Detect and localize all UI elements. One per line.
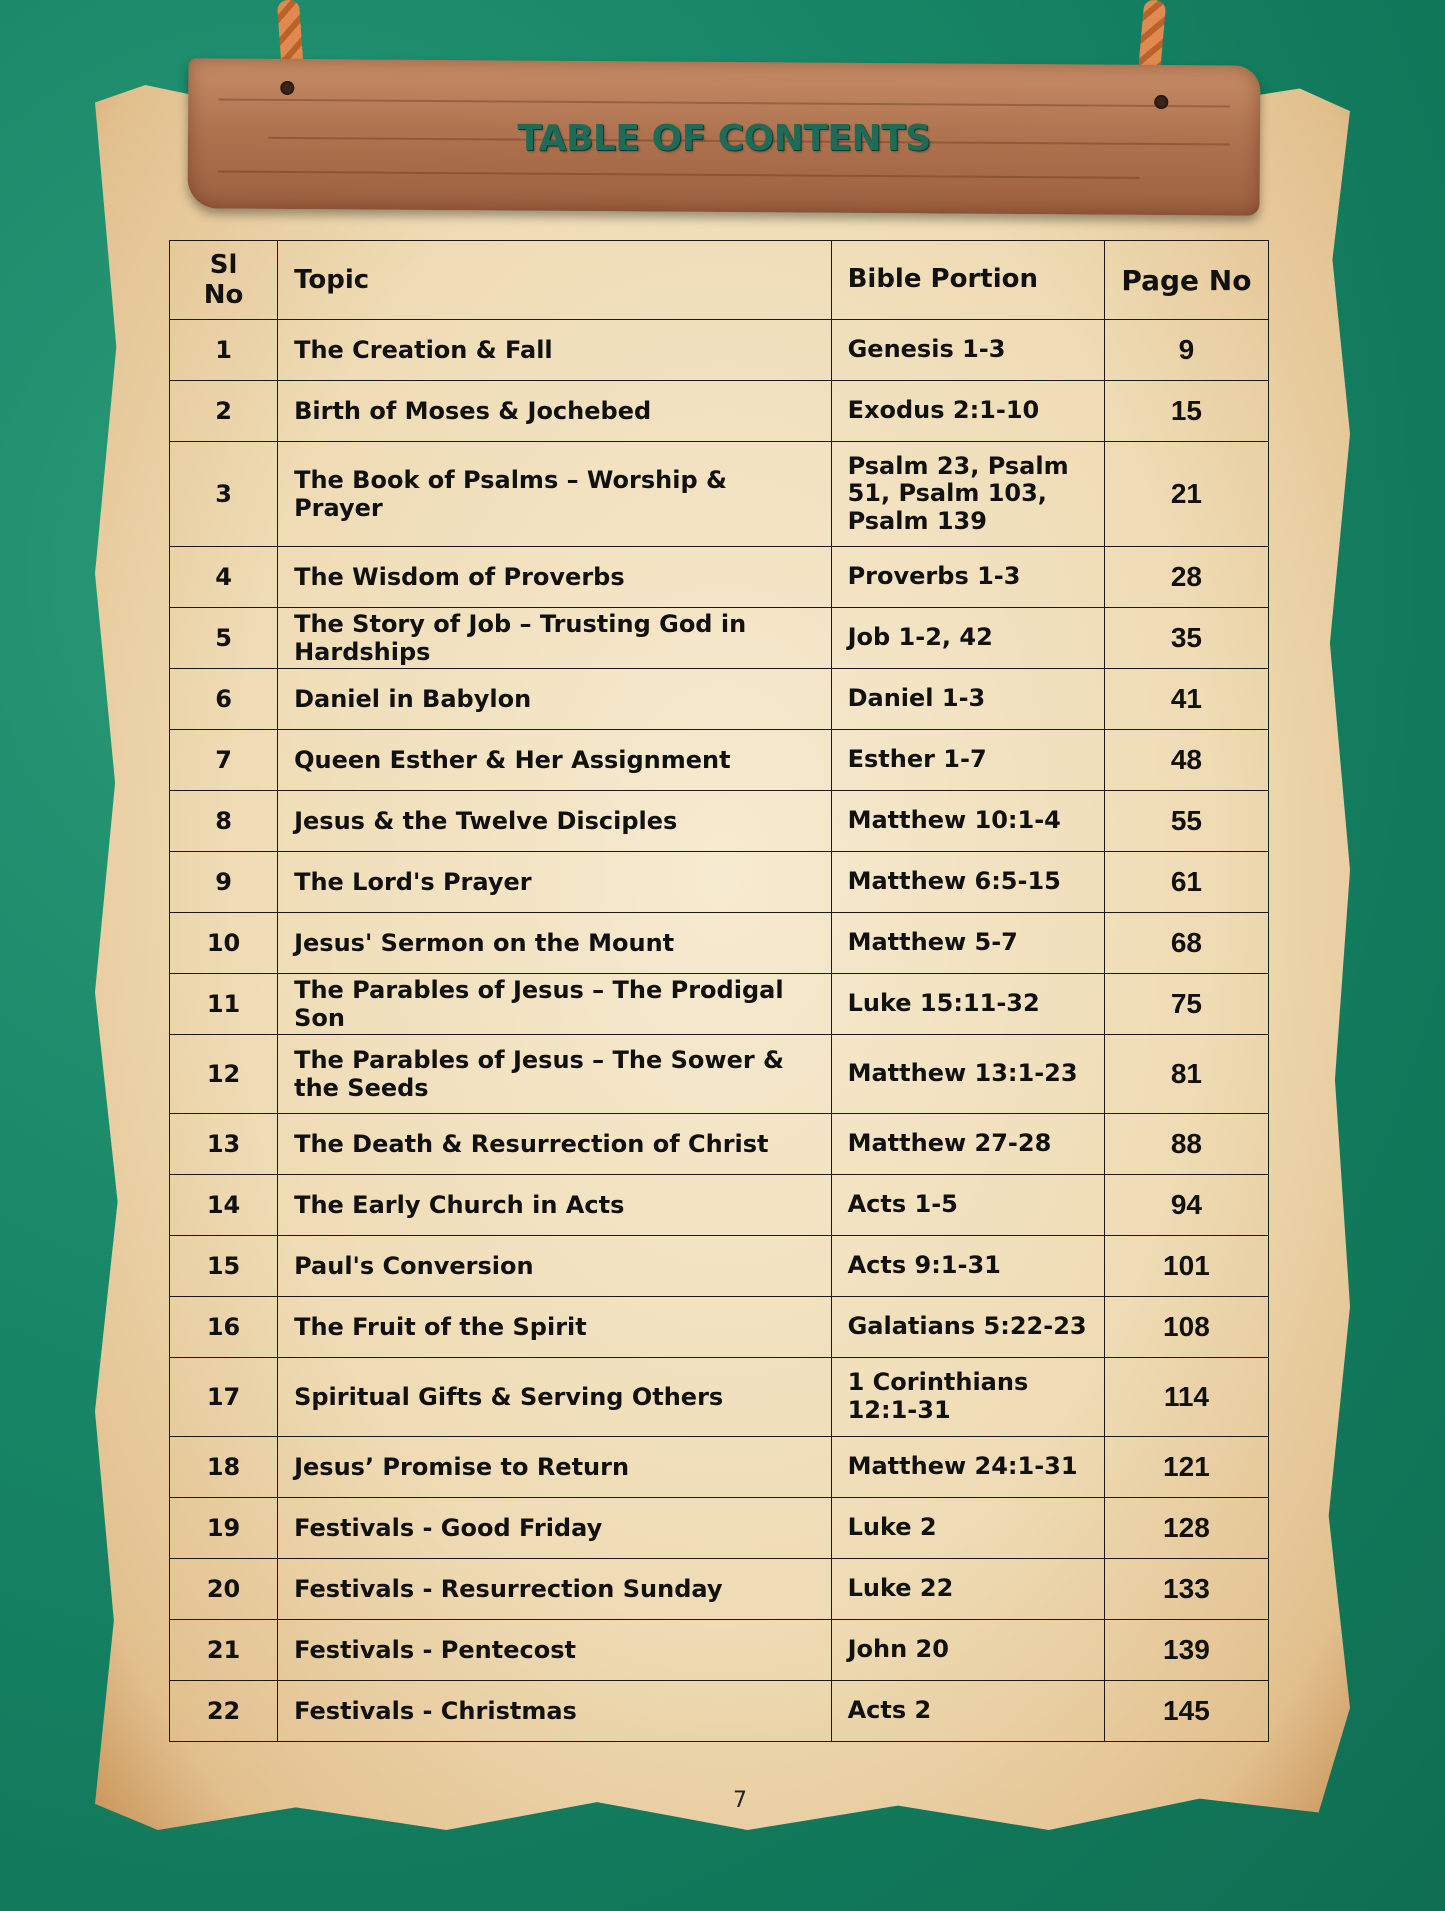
header-topic: Topic: [278, 241, 832, 320]
cell-bible-portion: Matthew 27-28: [831, 1114, 1104, 1175]
cell-sl-no: 10: [170, 913, 278, 974]
cell-bible-portion: Matthew 24:1-31: [831, 1437, 1104, 1498]
cell-topic: The Parables of Jesus – The Prodigal Son: [278, 974, 832, 1035]
cell-topic: Jesus & the Twelve Disciples: [278, 791, 832, 852]
right-hook-icon: [1154, 95, 1168, 109]
table-row: [170, 1620, 1269, 1681]
cell-topic: Festivals - Pentecost: [278, 1620, 832, 1681]
cell-topic: Daniel in Babylon: [278, 669, 832, 730]
cell-bible-portion: Esther 1-7: [831, 730, 1104, 791]
cell-bible-portion: Acts 9:1-31: [831, 1236, 1104, 1297]
cell-sl-no: 7: [170, 730, 278, 791]
cell-page-no: 88: [1104, 1114, 1268, 1175]
table-row: [170, 913, 1269, 974]
table-row: [170, 730, 1269, 791]
cell-topic: Festivals - Resurrection Sunday: [278, 1559, 832, 1620]
cell-bible-portion: Acts 2: [831, 1681, 1104, 1742]
cell-bible-portion: Job 1-2, 42: [831, 608, 1104, 669]
table-row: [170, 442, 1269, 547]
cell-page-no: 21: [1104, 442, 1268, 547]
header-sl-no: Sl No: [170, 241, 278, 320]
cell-page-no: 145: [1104, 1681, 1268, 1742]
cell-topic: The Death & Resurrection of Christ: [278, 1114, 832, 1175]
cell-bible-portion: Matthew 6:5-15: [831, 852, 1104, 913]
cell-sl-no: 2: [170, 381, 278, 442]
table-row: [170, 974, 1269, 1035]
cell-topic: Jesus’ Promise to Return: [278, 1437, 832, 1498]
table-row: [170, 791, 1269, 852]
contents-table: [169, 240, 1269, 1742]
cell-sl-no: 16: [170, 1297, 278, 1358]
page-title: TABLE OF CONTENTS: [517, 118, 931, 159]
cell-sl-no: 12: [170, 1035, 278, 1114]
cell-sl-no: 1: [170, 320, 278, 381]
cell-sl-no: 9: [170, 852, 278, 913]
cell-bible-portion: Luke 22: [831, 1559, 1104, 1620]
cell-topic: Paul's Conversion: [278, 1236, 832, 1297]
table-row: [170, 1559, 1269, 1620]
cell-topic: The Book of Psalms – Worship & Prayer: [278, 442, 832, 547]
cell-bible-portion: Genesis 1-3: [831, 320, 1104, 381]
cell-bible-portion: Psalm 23, Psalm 51, Psalm 103, Psalm 139: [831, 442, 1104, 547]
cell-page-no: 121: [1104, 1437, 1268, 1498]
cell-sl-no: 18: [170, 1437, 278, 1498]
cell-topic: The Lord's Prayer: [278, 852, 832, 913]
cell-topic: The Wisdom of Proverbs: [278, 547, 832, 608]
cell-page-no: 48: [1104, 730, 1268, 791]
left-hook-icon: [280, 81, 294, 95]
cell-sl-no: 6: [170, 669, 278, 730]
table-row: [170, 547, 1269, 608]
table-row: [170, 1437, 1269, 1498]
header-page-no: Page No: [1104, 241, 1268, 320]
cell-bible-portion: Proverbs 1-3: [831, 547, 1104, 608]
cell-bible-portion: Matthew 5-7: [831, 913, 1104, 974]
cell-topic: Queen Esther & Her Assignment: [278, 730, 832, 791]
cell-sl-no: 5: [170, 608, 278, 669]
table-body: [170, 320, 1269, 1742]
cell-bible-portion: John 20: [831, 1620, 1104, 1681]
cell-page-no: 114: [1104, 1358, 1268, 1437]
page-number: 7: [733, 1788, 747, 1813]
cell-bible-portion: 1 Corinthians 12:1-31: [831, 1358, 1104, 1437]
cell-page-no: 55: [1104, 791, 1268, 852]
cell-sl-no: 20: [170, 1559, 278, 1620]
cell-bible-portion: Luke 15:11-32: [831, 974, 1104, 1035]
cell-bible-portion: Exodus 2:1-10: [831, 381, 1104, 442]
table-row: [170, 1498, 1269, 1559]
cell-topic: Birth of Moses & Jochebed: [278, 381, 832, 442]
cell-bible-portion: Matthew 10:1-4: [831, 791, 1104, 852]
cell-page-no: 61: [1104, 852, 1268, 913]
table-row: [170, 1681, 1269, 1742]
cell-topic: The Story of Job – Trusting God in Hardships: [278, 608, 832, 669]
cell-page-no: 101: [1104, 1236, 1268, 1297]
cell-topic: The Parables of Jesus – The Sower & the Seeds: [278, 1035, 832, 1114]
table-row: [170, 381, 1269, 442]
cell-sl-no: 14: [170, 1175, 278, 1236]
cell-topic: Spiritual Gifts & Serving Others: [278, 1358, 832, 1437]
cell-page-no: 81: [1104, 1035, 1268, 1114]
cell-page-no: 68: [1104, 913, 1268, 974]
cell-page-no: 41: [1104, 669, 1268, 730]
cell-topic: Festivals - Christmas: [278, 1681, 832, 1742]
table-row: [170, 852, 1269, 913]
cell-sl-no: 17: [170, 1358, 278, 1437]
cell-sl-no: 15: [170, 1236, 278, 1297]
table-header-row: [170, 241, 1269, 320]
cell-page-no: 9: [1104, 320, 1268, 381]
cell-page-no: 15: [1104, 381, 1268, 442]
table-row: [170, 1175, 1269, 1236]
table-row: [170, 1297, 1269, 1358]
cell-bible-portion: Galatians 5:22-23: [831, 1297, 1104, 1358]
table-row: [170, 1236, 1269, 1297]
cell-sl-no: 8: [170, 791, 278, 852]
cell-bible-portion: Matthew 13:1-23: [831, 1035, 1104, 1114]
cell-page-no: 139: [1104, 1620, 1268, 1681]
table-row: [170, 608, 1269, 669]
cell-sl-no: 3: [170, 442, 278, 547]
cell-bible-portion: Daniel 1-3: [831, 669, 1104, 730]
table-row: [170, 320, 1269, 381]
cell-sl-no: 21: [170, 1620, 278, 1681]
cell-topic: The Fruit of the Spirit: [278, 1297, 832, 1358]
cell-page-no: 108: [1104, 1297, 1268, 1358]
cell-page-no: 35: [1104, 608, 1268, 669]
cell-topic: The Early Church in Acts: [278, 1175, 832, 1236]
cell-bible-portion: Acts 1-5: [831, 1175, 1104, 1236]
cell-page-no: 28: [1104, 547, 1268, 608]
cell-sl-no: 13: [170, 1114, 278, 1175]
cell-sl-no: 22: [170, 1681, 278, 1742]
cell-bible-portion: Luke 2: [831, 1498, 1104, 1559]
cell-topic: Jesus' Sermon on the Mount: [278, 913, 832, 974]
table-row: [170, 1035, 1269, 1114]
cell-page-no: 128: [1104, 1498, 1268, 1559]
cell-page-no: 75: [1104, 974, 1268, 1035]
table-row: [170, 669, 1269, 730]
cell-sl-no: 11: [170, 974, 278, 1035]
cell-page-no: 94: [1104, 1175, 1268, 1236]
cell-sl-no: 4: [170, 547, 278, 608]
header-bible-portion: Bible Portion: [831, 241, 1104, 320]
cell-topic: Festivals - Good Friday: [278, 1498, 832, 1559]
table-row: [170, 1114, 1269, 1175]
cell-page-no: 133: [1104, 1559, 1268, 1620]
table-row: [170, 1358, 1269, 1437]
cell-topic: The Creation & Fall: [278, 320, 832, 381]
cell-sl-no: 19: [170, 1498, 278, 1559]
